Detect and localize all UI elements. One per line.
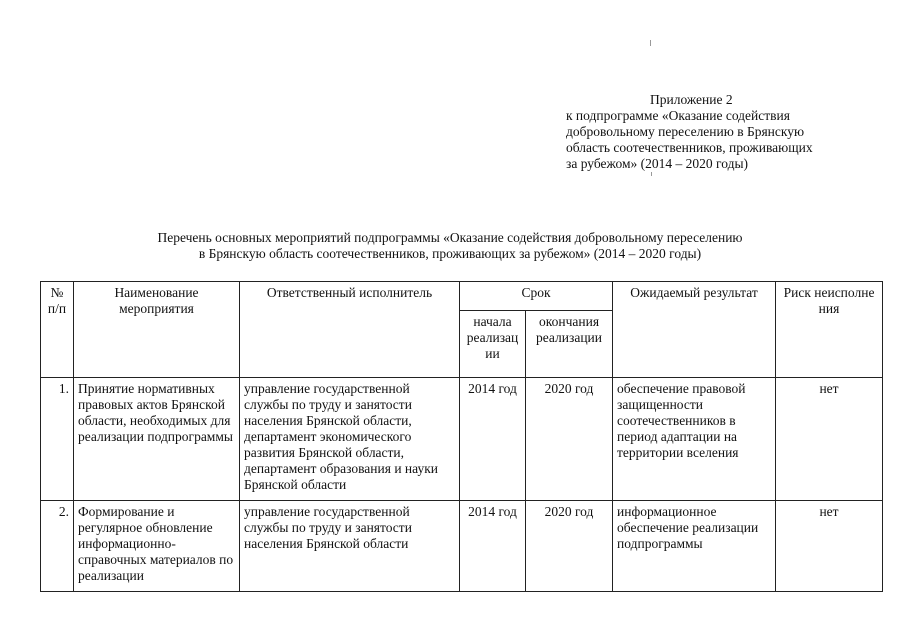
row-start: 2014 год — [460, 378, 526, 501]
appendix-number: Приложение 2 — [650, 92, 733, 107]
row-risk: нет — [776, 378, 883, 501]
scan-speck — [650, 40, 651, 46]
row-end: 2020 год — [526, 378, 613, 501]
header-row — [41, 282, 883, 311]
table-row — [41, 501, 883, 592]
appendix-line: за рубежом» (2014 – 2020 годы) — [566, 156, 749, 171]
header-result: Ожидаемый результат — [613, 282, 776, 378]
row-start: 2014 год — [460, 501, 526, 592]
appendix-line: добровольному переселению в Брянскую — [566, 124, 805, 139]
appendix-note — [566, 92, 886, 172]
header-term: Срок — [460, 282, 613, 311]
table-row — [41, 378, 883, 501]
title-line: Перечень основных мероприятий подпрограммы «Оказание содействия добровольному переселению — [157, 230, 743, 245]
document-title — [60, 230, 840, 262]
header-end: окончания реализации — [526, 311, 613, 378]
scan-speck — [651, 172, 652, 176]
row-result: обеспечение правовой защищенности соотечественников в период адаптации на территории вселения — [613, 378, 776, 501]
appendix-line: область соотечественников, проживающих — [566, 140, 813, 155]
row-executor: управление государственной службы по труду и занятости населения Брянской области — [240, 501, 460, 592]
header-name: Наименование мероприятия — [74, 282, 240, 378]
row-name: Принятие нормативных правовых актов Брянской области, необходимых для реализации подпрограммы — [74, 378, 240, 501]
row-num: 2. — [41, 501, 74, 592]
measures-table — [40, 281, 883, 592]
row-num: 1. — [41, 378, 74, 501]
row-risk: нет — [776, 501, 883, 592]
header-executor: Ответственный исполнитель — [240, 282, 460, 378]
row-result: информационное обеспечение реализации подпрограммы — [613, 501, 776, 592]
row-executor: управление государственной службы по труду и занятости населения Брянской области, департамент экономического развития Брянской области, департамент образования и науки Брянской области — [240, 378, 460, 501]
header-risk: Риск неисполне ния — [776, 282, 883, 378]
header-num: № п/п — [41, 282, 74, 378]
title-line: в Брянскую область соотечественников, проживающих за рубежом» (2014 – 2020 годы) — [198, 246, 702, 261]
header-start: начала реализац ии — [460, 311, 526, 378]
row-end: 2020 год — [526, 501, 613, 592]
appendix-line: к подпрограмме «Оказание содействия — [566, 108, 790, 123]
row-name: Формирование и регулярное обновление информационно-справочных материалов по реализации — [74, 501, 240, 592]
